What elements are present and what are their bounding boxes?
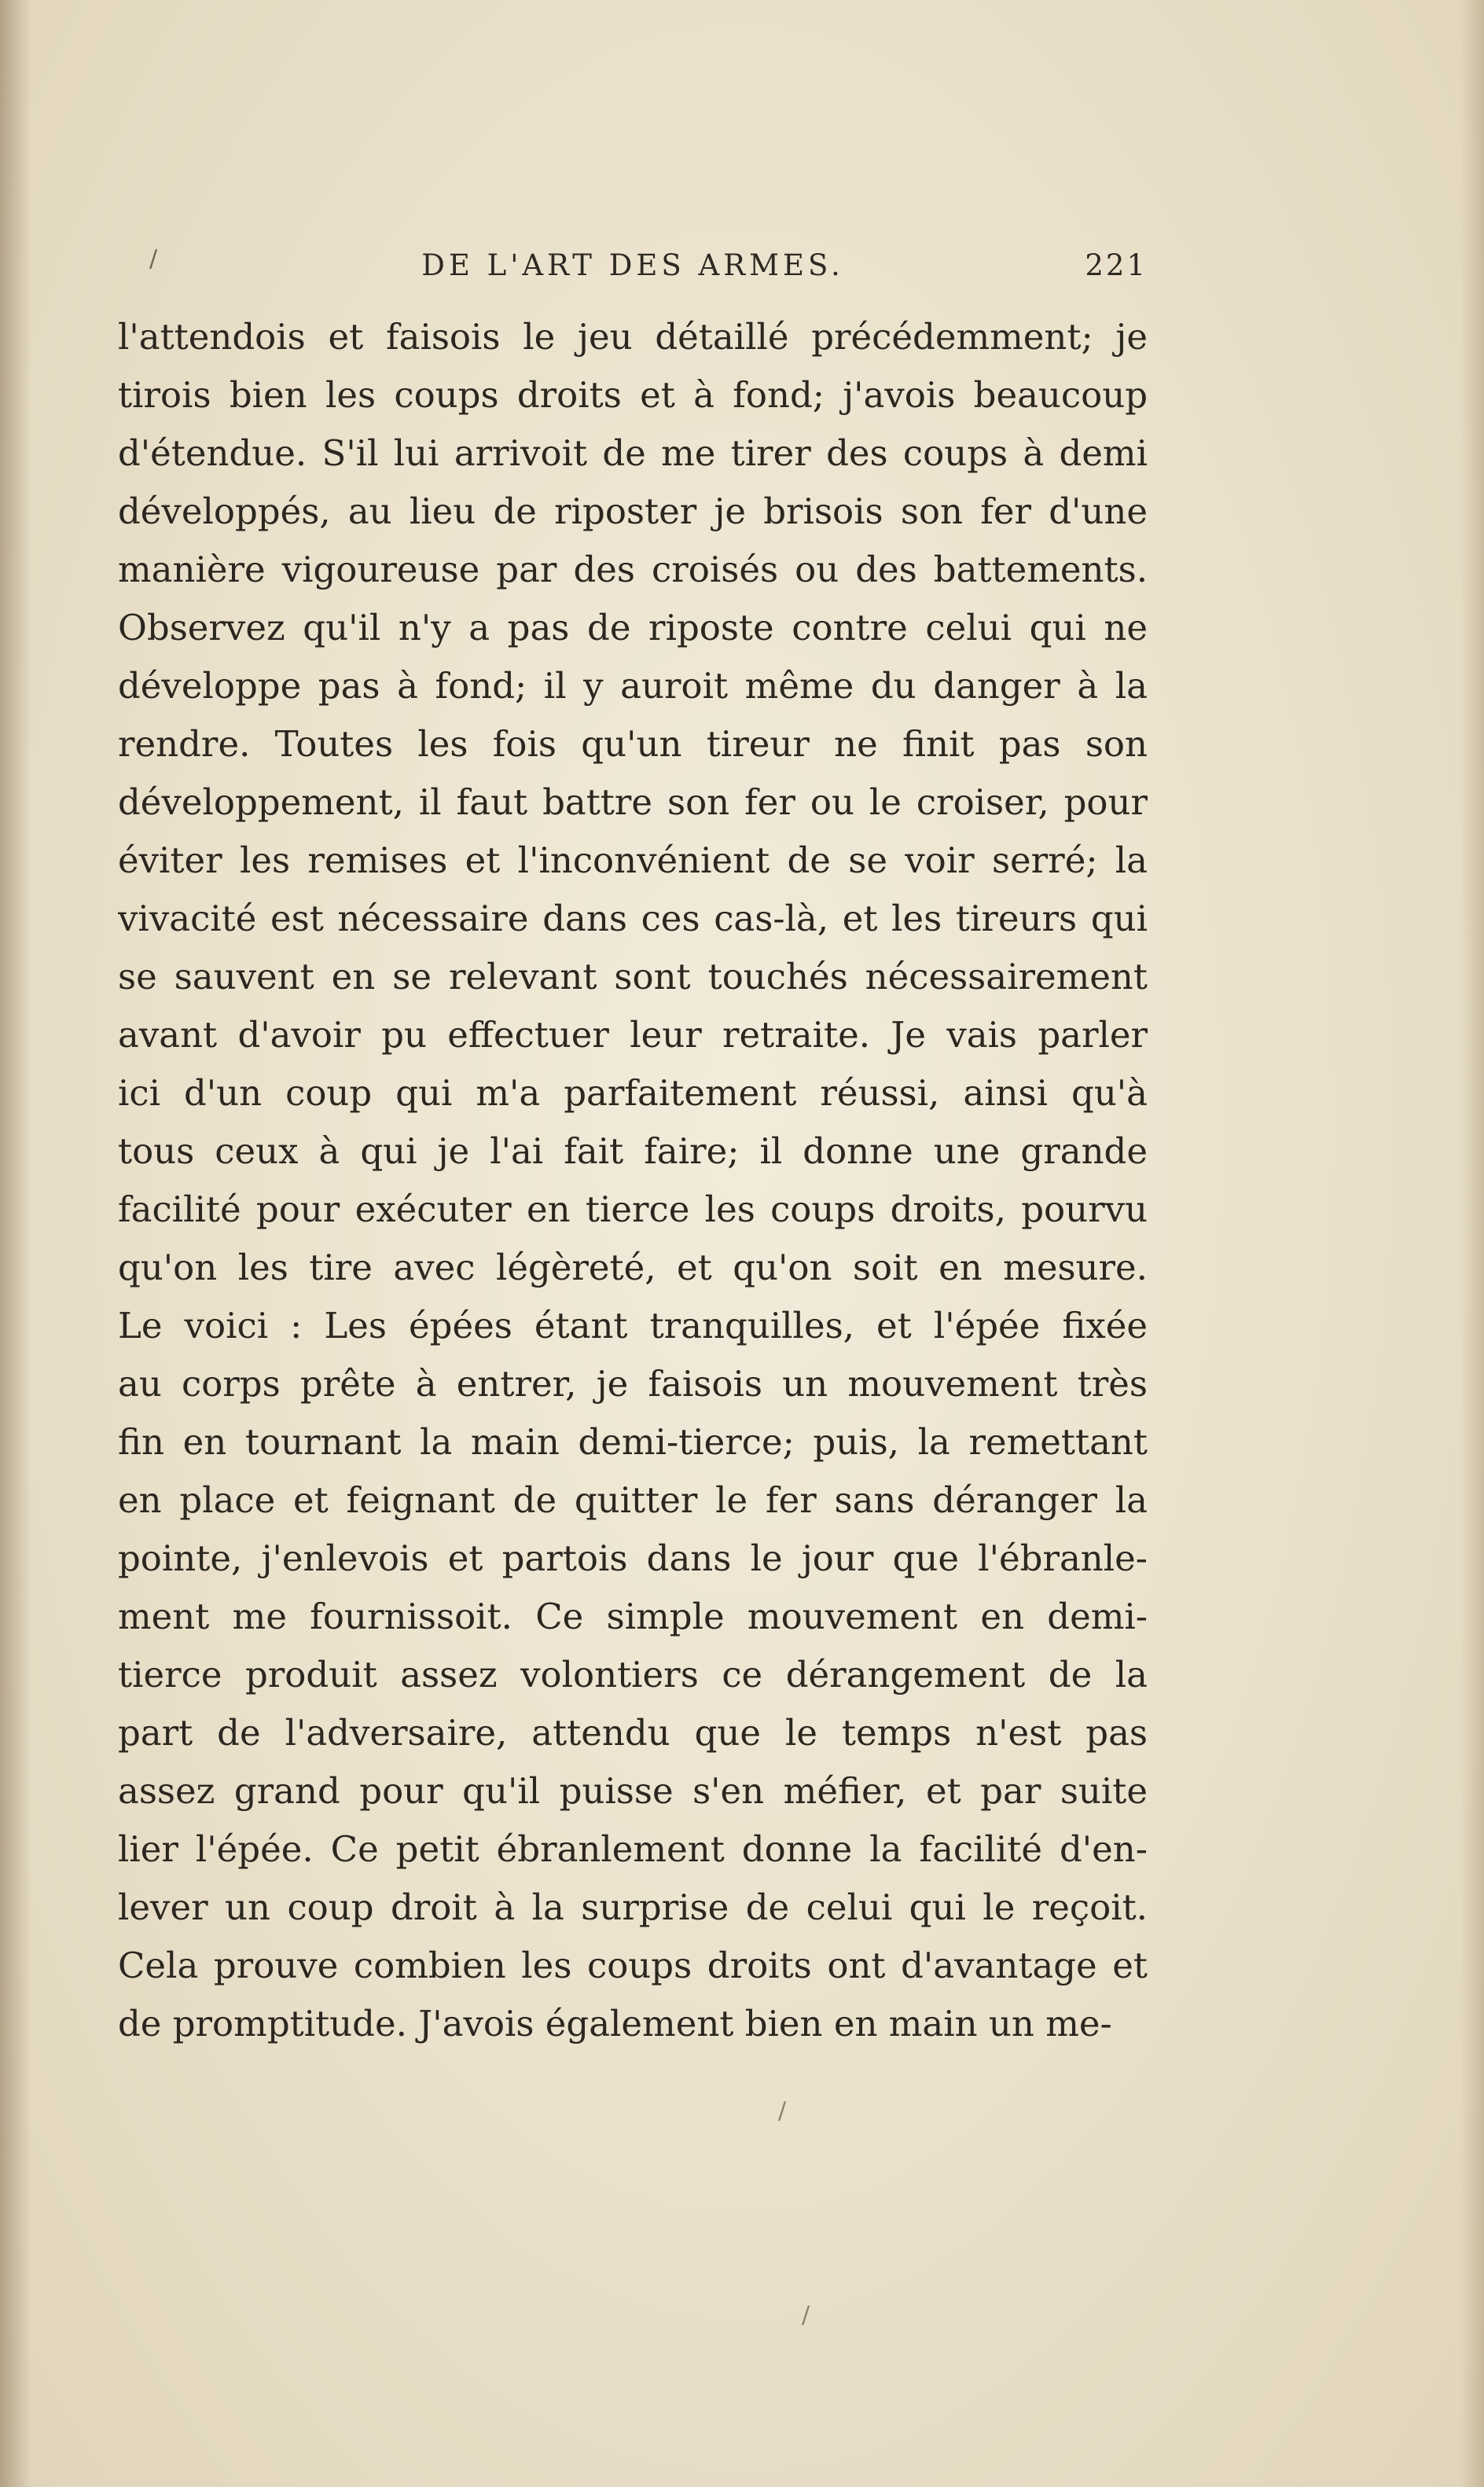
text-line-22: pointe, j'enlevois et partois dans le jour que l'ébranle- xyxy=(118,1537,1148,1579)
running-head: DE L'ART DES ARMES. xyxy=(421,248,844,282)
body-text xyxy=(118,308,1148,2053)
text-line-28: lever un coup droit à la surprise de celui qui le reçoit. xyxy=(118,1886,1148,1928)
text-line-19: au corps prête à entrer, je faisois un mouvement très xyxy=(118,1363,1148,1405)
text-line-27: lier l'épée. Ce petit ébranlement donne la facilité d'en- xyxy=(118,1828,1148,1870)
text-line-10: éviter les remises et l'inconvénient de se voir serré; la xyxy=(118,839,1148,881)
stray-mark: / xyxy=(802,2301,810,2329)
text-line-25: part de l'adversaire, attendu que le temps n'est pas xyxy=(118,1712,1148,1754)
text-line-18: Le voici : Les épées étant tranquilles, et l'épée fixée xyxy=(118,1305,1148,1346)
gutter-shadow xyxy=(0,0,31,2487)
text-line-20: fin en tournant la main demi-tierce; puis, la remettant xyxy=(118,1421,1148,1463)
text-line-3: d'étendue. S'il lui arrivoit de me tirer des coups à demi xyxy=(118,432,1148,474)
text-line-12: se sauvent en se relevant sont touchés nécessairement xyxy=(118,956,1148,997)
text-line-26: assez grand pour qu'il puisse s'en méfier, et par suite xyxy=(118,1770,1148,1812)
text-line-21: en place et feignant de quitter le fer sans déranger la xyxy=(118,1479,1148,1521)
text-line-7: développe pas à fond; il y auroit même du danger à la xyxy=(118,665,1148,707)
text-line-11: vivacité est nécessaire dans ces cas-là, et les tireurs qui xyxy=(118,898,1148,939)
text-line-16: facilité pour exécuter en tierce les coups droits, pourvu xyxy=(118,1188,1148,1230)
text-line-2: tirois bien les coups droits et à fond; j'avois beaucoup xyxy=(118,374,1148,416)
text-line-5: manière vigoureuse par des croisés ou des battements. xyxy=(118,549,1148,590)
text-line-8: rendre. Toutes les fois qu'un tireur ne finit pas son xyxy=(118,723,1148,765)
text-line-15: tous ceux à qui je l'ai fait faire; il donne une grande xyxy=(118,1130,1148,1172)
text-line-14: ici d'un coup qui m'a parfaitement réussi, ainsi qu'à xyxy=(118,1072,1148,1114)
text-line-4: développés, au lieu de riposter je brisois son fer d'une xyxy=(118,490,1148,532)
page-header xyxy=(118,244,1148,291)
text-line-30: de promptitude. J'avois également bien en main un me- xyxy=(118,2003,1112,2044)
text-line-6: Observez qu'il n'y a pas de riposte contre celui qui ne xyxy=(118,607,1148,648)
text-line-17: qu'on les tire avec légèreté, et qu'on soit en mesure. xyxy=(118,1247,1148,1288)
text-line-1: l'attendois et faisois le jeu détaillé précédemment; je xyxy=(118,316,1148,358)
text-line-13: avant d'avoir pu effectuer leur retraite. Je vais parler xyxy=(118,1014,1148,1056)
text-line-29: Cela prouve combien les coups droits ont d'avantage et xyxy=(118,1945,1148,1986)
text-line-23: ment me fournissoit. Ce simple mouvement en demi- xyxy=(118,1596,1148,1637)
stray-mark: / xyxy=(778,2097,787,2125)
text-line-9: développement, il faut battre son fer ou le croiser, pour xyxy=(118,781,1148,823)
page-edge-shadow xyxy=(1460,0,1484,2487)
text-line-24: tierce produit assez volontiers ce dérangement de la xyxy=(118,1654,1148,1695)
header-mark: / xyxy=(149,245,158,273)
page-number: 221 xyxy=(1085,248,1148,282)
